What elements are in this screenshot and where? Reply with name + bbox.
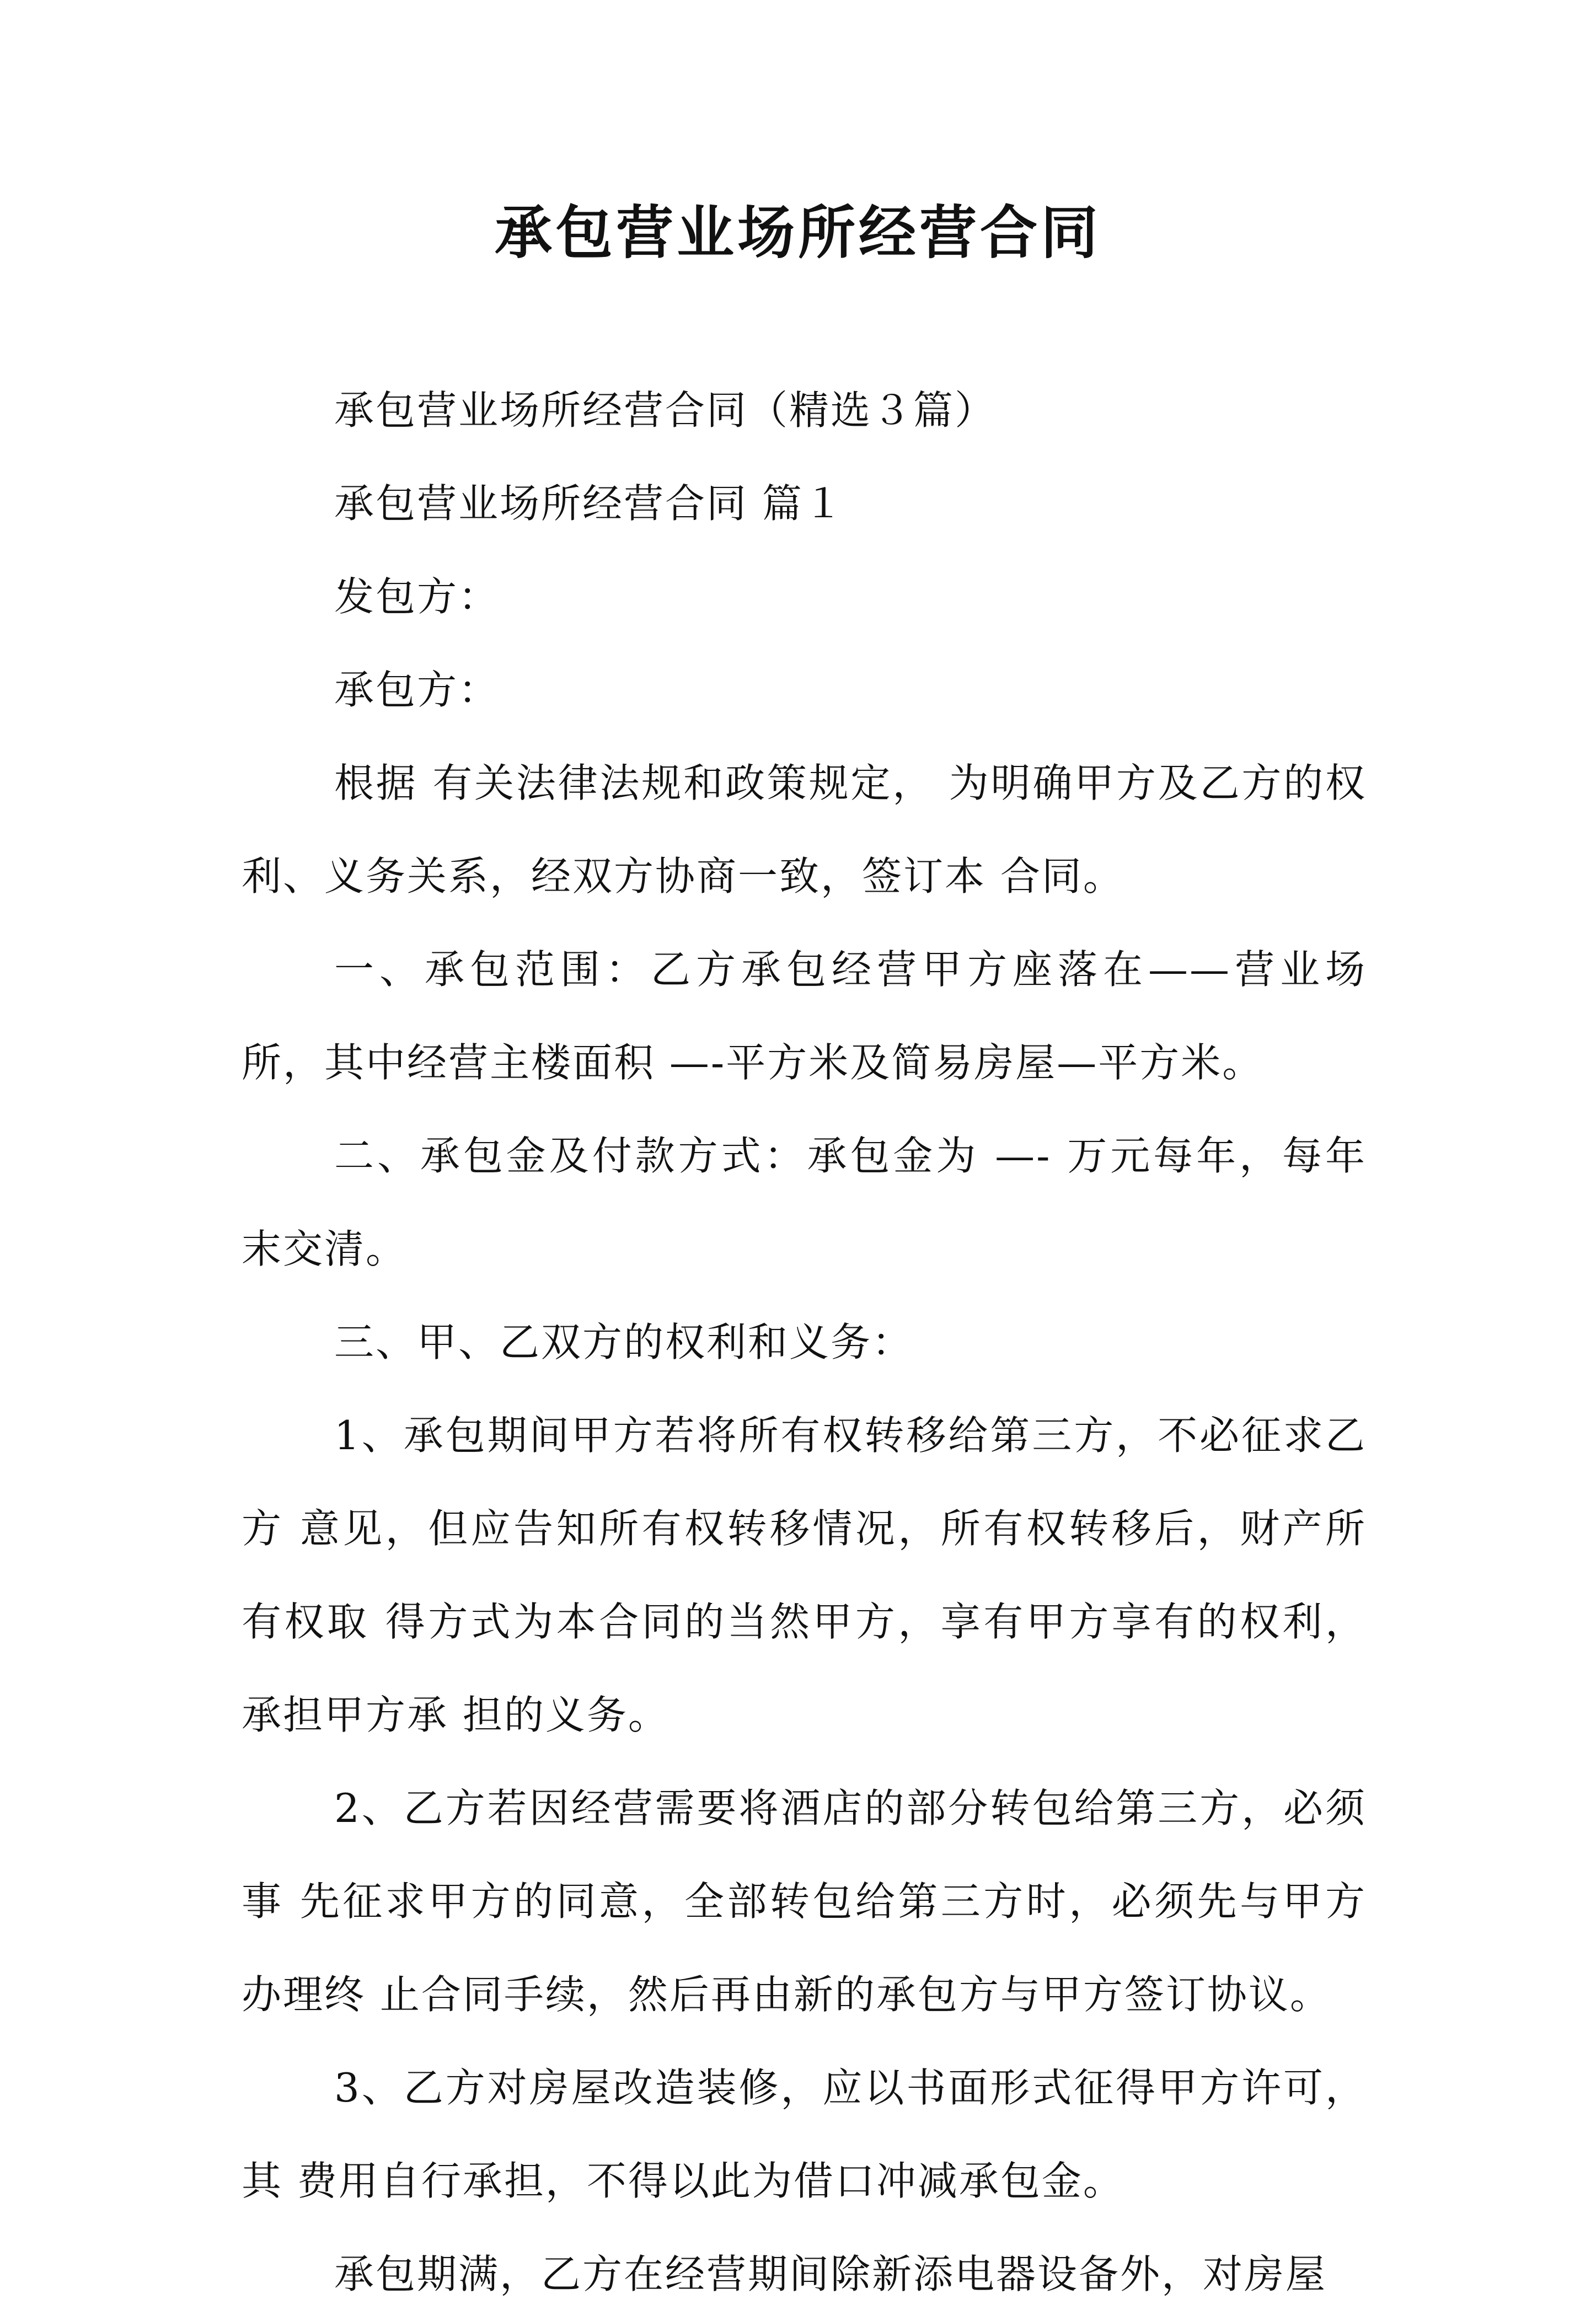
paragraph-preamble: 根据 有关法律法规和政策规定， 为明确甲方及乙方的权利、义务关系，经双方协商一致，签订本 合同。	[242, 760, 1367, 899]
document-body	[242, 364, 1367, 2321]
paragraph-scope: 一、承包范围：乙方承包经营甲方座落在——营业场所，其中经营主楼面积 —-平方米及简易房屋—平方米。	[242, 946, 1367, 1086]
paragraph-clause-3: 3、乙方对房屋改造装修，应以书面形式征得甲方许可，其 费用自行承担，不得以此为借口冲减承包金。	[242, 2065, 1367, 2204]
paragraph-contractor-receiver: 承包方：	[334, 667, 500, 713]
paragraph-subtitle: 承包营业场所经营合同（精选３篇）	[334, 387, 997, 433]
paragraph-rights-heading: 三、甲、乙双方的权利和义务：	[334, 1319, 914, 1365]
paragraph-contractor-issuer: 发包方：	[334, 573, 500, 620]
document-title: 承包营业场所经营合同	[494, 199, 1101, 266]
paragraph-clause-1: 1、承包期间甲方若将所有权转移给第三方，不必征求乙方 意见，但应告知所有权转移情况，所有权转移后，财产所有权取 得方式为本合同的当然甲方，享有甲方享有的权利，承担甲方承 担的义务。	[242, 1412, 1367, 1738]
paragraph-payment: 二、承包金及付款方式：承包金为 —- 万元每年，每年末交清。	[242, 1133, 1367, 1272]
paragraph-clause-2: 2、乙方若因经营需要将酒店的部分转包给第三方，必须事 先征求甲方的同意，全部转包给第三方时，必须先与甲方办理终 止合同手续，然后再由新的承包方与甲方签订协议。	[242, 1785, 1367, 2018]
paragraph-section-heading: 承包营业场所经营合同 篇１	[334, 480, 845, 527]
paragraph-expiry: 承包期满，乙方在经营期间除新添电器设备外，对房屋	[334, 2251, 1327, 2297]
